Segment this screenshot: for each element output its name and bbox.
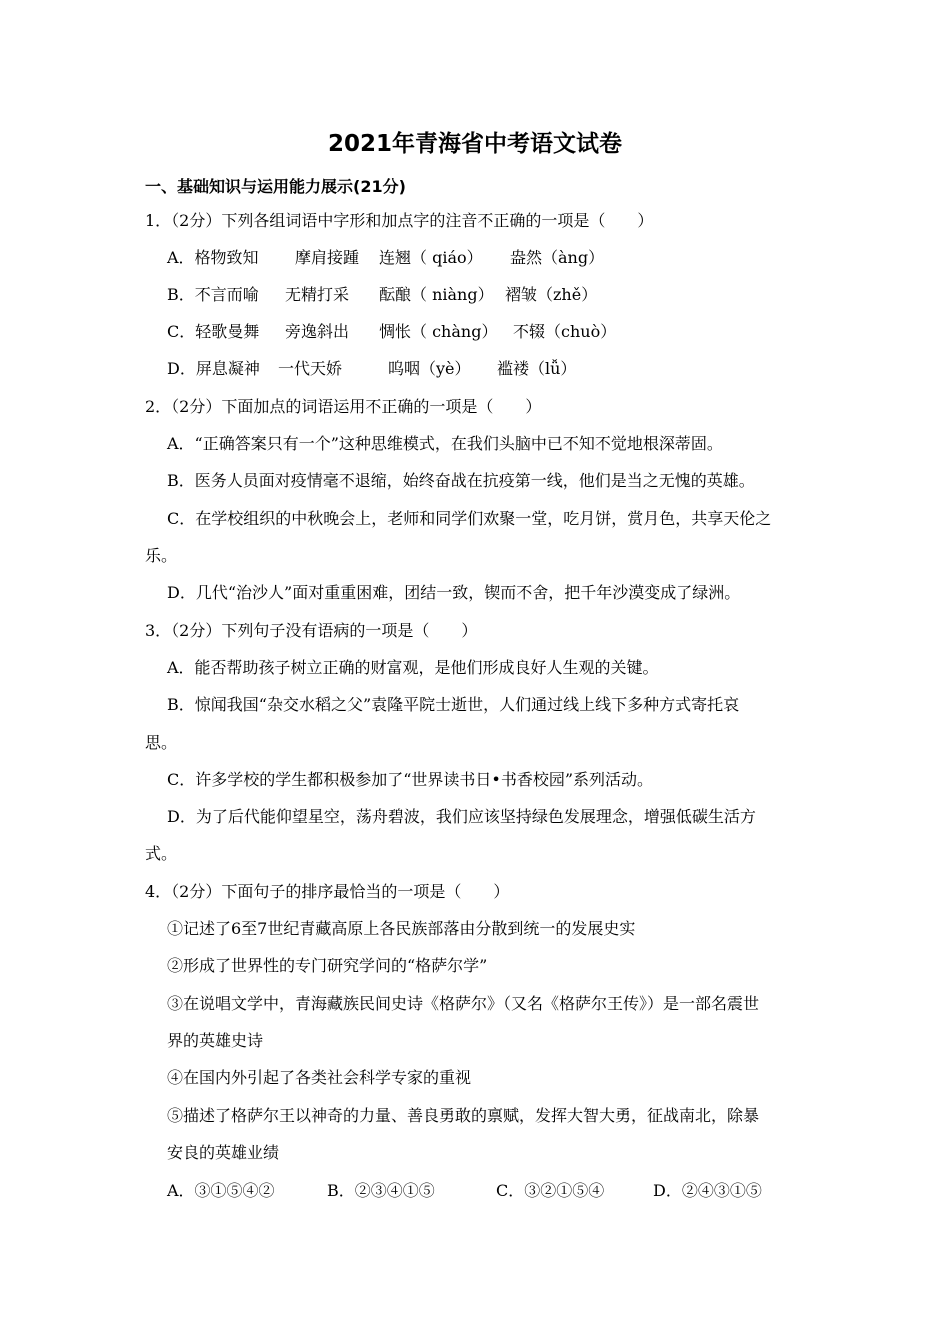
word: 盎然（àng） [510, 248, 605, 267]
question-3-stem: 3．（2分）下列句子没有语病的一项是（ ） [145, 621, 478, 640]
word: 旁逸斜出 [285, 322, 350, 341]
question-1-option-c [167, 321, 616, 343]
question-4-options [167, 1180, 762, 1202]
answer-option-b: B．②③④①⑤ [327, 1181, 435, 1200]
word: 不辍（chuò） [513, 322, 617, 341]
question-3-option-d-wrap: 式。 [145, 844, 178, 863]
answer-option-c: C．③②①⑤④ [496, 1181, 605, 1200]
question-3-option-c: C．许多学校的学生都积极参加了“世界读书日•书香校园”系列活动。 [167, 770, 654, 789]
page-title: 2021年青海省中考语文试卷 [327, 131, 622, 157]
question-2-option-c-wrap: 乐。 [145, 546, 178, 565]
question-4-sentence-4: ④在国内外引起了各类社会科学专家的重视 [167, 1068, 472, 1087]
question-4-sentence-5-wrap: 安良的英雄业绩 [167, 1143, 280, 1162]
question-2-option-d: D．几代“治沙人”面对重重困难，团结一致，锲而不舍，把千年沙漠变成了绿洲。 [167, 583, 741, 602]
word: 褶皱（zhě） [505, 285, 598, 304]
question-2-stem: 2．（2分）下面加点的词语运用不正确的一项是（ ） [145, 397, 542, 416]
question-3-option-b: B．惊闻我国“杂交水稻之父”袁隆平院士逝世，人们通过线上线下多种方式寄托哀 [167, 695, 740, 714]
question-4-sentence-3-wrap: 界的英雄史诗 [167, 1031, 264, 1050]
question-1-stem: 1．（2分）下列各组词语中字形和加点字的注音不正确的一项是（ ） [145, 211, 654, 230]
question-3-option-b-wrap: 思。 [145, 733, 178, 752]
word: 褴褛（lǚ） [497, 359, 577, 378]
question-1-option-b [167, 284, 597, 306]
question-2-option-b: B．医务人员面对疫情毫不退缩，始终奋战在抗疫第一线，他们是当之无愧的英雄。 [167, 471, 755, 490]
word: 惆怅（ chàng） [379, 322, 498, 341]
section-heading: 一、基础知识与运用能力展示(21分) [145, 177, 406, 196]
question-3-option-d: D．为了后代能仰望星空，荡舟碧波，我们应该坚持绿色发展理念，增强低碳生活方 [167, 807, 756, 826]
question-1-option-a [167, 247, 604, 269]
word: 摩肩接踵 [295, 248, 360, 267]
word: 无精打采 [285, 285, 350, 304]
word: 酝酿（ niàng） [379, 285, 494, 304]
word: A．格物致知 [167, 248, 259, 267]
answer-option-a: A．③①⑤④② [167, 1181, 275, 1200]
question-4-sentence-2: ②形成了世界性的专门研究学问的“格萨尔学” [167, 956, 488, 975]
word: 连翘（ qiáo） [379, 248, 483, 267]
word: C．轻歌曼舞 [167, 322, 260, 341]
word: 一代天娇 [278, 359, 343, 378]
word: D．屏息凝神 [167, 359, 260, 378]
answer-option-d: D．②④③①⑤ [653, 1181, 762, 1200]
word: B．不言而喻 [167, 285, 259, 304]
question-4-stem: 4．（2分）下面句子的排序最恰当的一项是（ ） [145, 882, 510, 901]
question-1-option-d [167, 358, 576, 380]
question-3-option-a: A．能否帮助孩子树立正确的财富观，是他们形成良好人生观的关键。 [167, 658, 659, 677]
question-4-sentence-3: ③在说唱文学中，青海藏族民间史诗《格萨尔》（又名《格萨尔王传》）是一部名震世 [167, 994, 760, 1013]
question-4-sentence-5: ⑤描述了格萨尔王以神奇的力量、善良勇敢的禀赋，发挥大智大勇，征战南北，除暴 [167, 1106, 760, 1125]
question-4-sentence-1: ①记述了6至7世纪青藏高原上各民族部落由分散到统一的发展史实 [167, 919, 636, 938]
word: 呜咽（yè） [388, 359, 471, 378]
question-2-option-a: A．“正确答案只有一个”这种思维模式，在我们头脑中已不知不觉地根深蒂固。 [167, 434, 723, 453]
question-2-option-c: C．在学校组织的中秋晚会上，老师和同学们欢聚一堂，吃月饼，赏月色，共享天伦之 [167, 509, 772, 528]
